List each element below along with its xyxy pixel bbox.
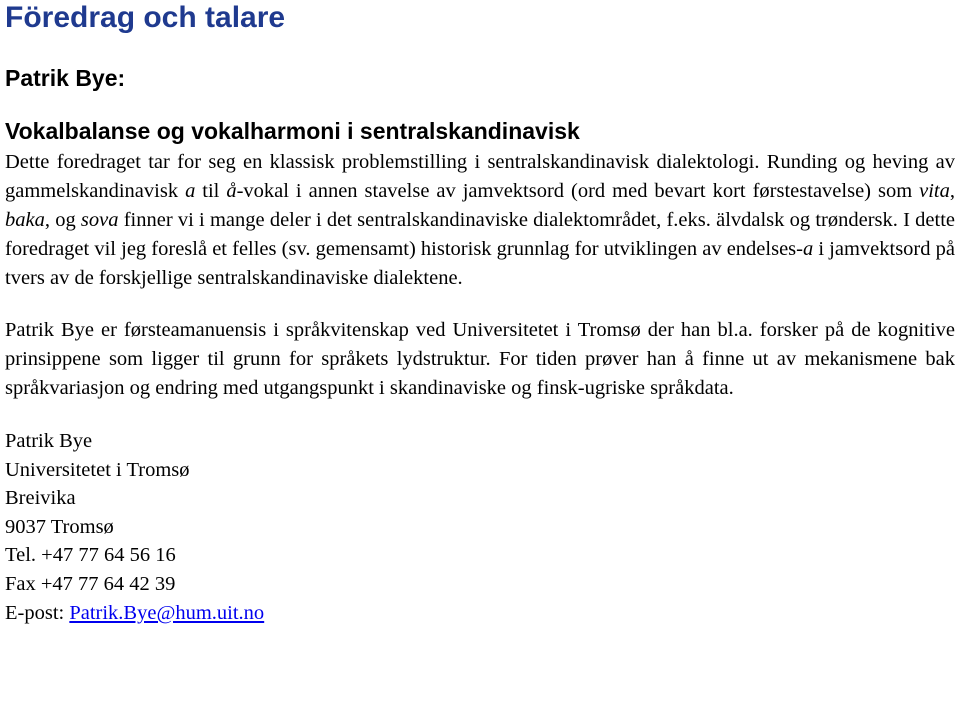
abstract-text: Dette foredraget tar for seg en klassisk problemstilling i sentralskandinavisk dialektologi. Runding og heving av gammelskandinavisk [5,151,955,202]
contact-postal: 9037 Tromsø [5,515,114,538]
abstract-text: -vokal i annen stavelse av jamvektsord (ord med bevart kort førstestavelse) som [236,180,920,202]
contact-institution: Universitetet i Tromsø [5,458,190,481]
abstract-text: , og [44,209,81,231]
talk-title: Vokalbalanse og vokalharmoni i sentralskandinavisk [5,118,580,144]
abstract-italic-a2: a [802,238,814,260]
abstract-text: finner vi i mange deler i det sentralskandinaviske dialektområdet, f.eks. älvdalsk og trøndersk. I dette foredraget vil jeg foreslå et felles (sv. gemensamt) historisk grunnlag for utviklingen av endelses- [5,209,955,260]
contact-fax: Fax +47 77 64 42 39 [5,572,176,595]
contact-name: Patrik Bye [5,430,93,452]
contact-phone: Tel. +47 77 64 56 16 [5,544,176,567]
abstract-paragraph [5,148,955,293]
abstract-text: i jamvektsord på tvers av de forskjellige sentralskandinaviske dialektene. [5,238,955,289]
abstract-text: til [195,180,227,202]
email-link[interactable]: Patrik.Bye@hum.uit.no [69,601,265,624]
abstract-italic-a: a [185,180,196,202]
page-heading: Föredrag och talare [5,1,286,34]
contact-email-line [5,599,955,628]
bio-paragraph: Patrik Bye er førsteamanuensis i språkvitenskap ved Universitetet i Tromsø der han bl.a. forsker på de kognitive prinsippene som ligger til grunn for språkets lydstruktur. For tiden prøver han å finne ut av mekanismene bak språkvariasjon og endring med utgangspunkt i skandinaviske og finsk-ugriske språkdata. [5,319,955,399]
abstract-italic-aa: å [226,180,237,202]
document-page [5,0,955,627]
abstract-italic-sova: sova [80,209,119,231]
speaker-name: Patrik Bye: [5,65,126,91]
contact-street: Breivika [5,487,76,510]
abstract-text: , [949,180,955,202]
contact-email-label: E-post: [5,601,70,624]
abstract-italic-baka: baka [5,209,45,231]
abstract-italic-vita: vita [919,180,950,202]
contact-block [5,427,955,627]
